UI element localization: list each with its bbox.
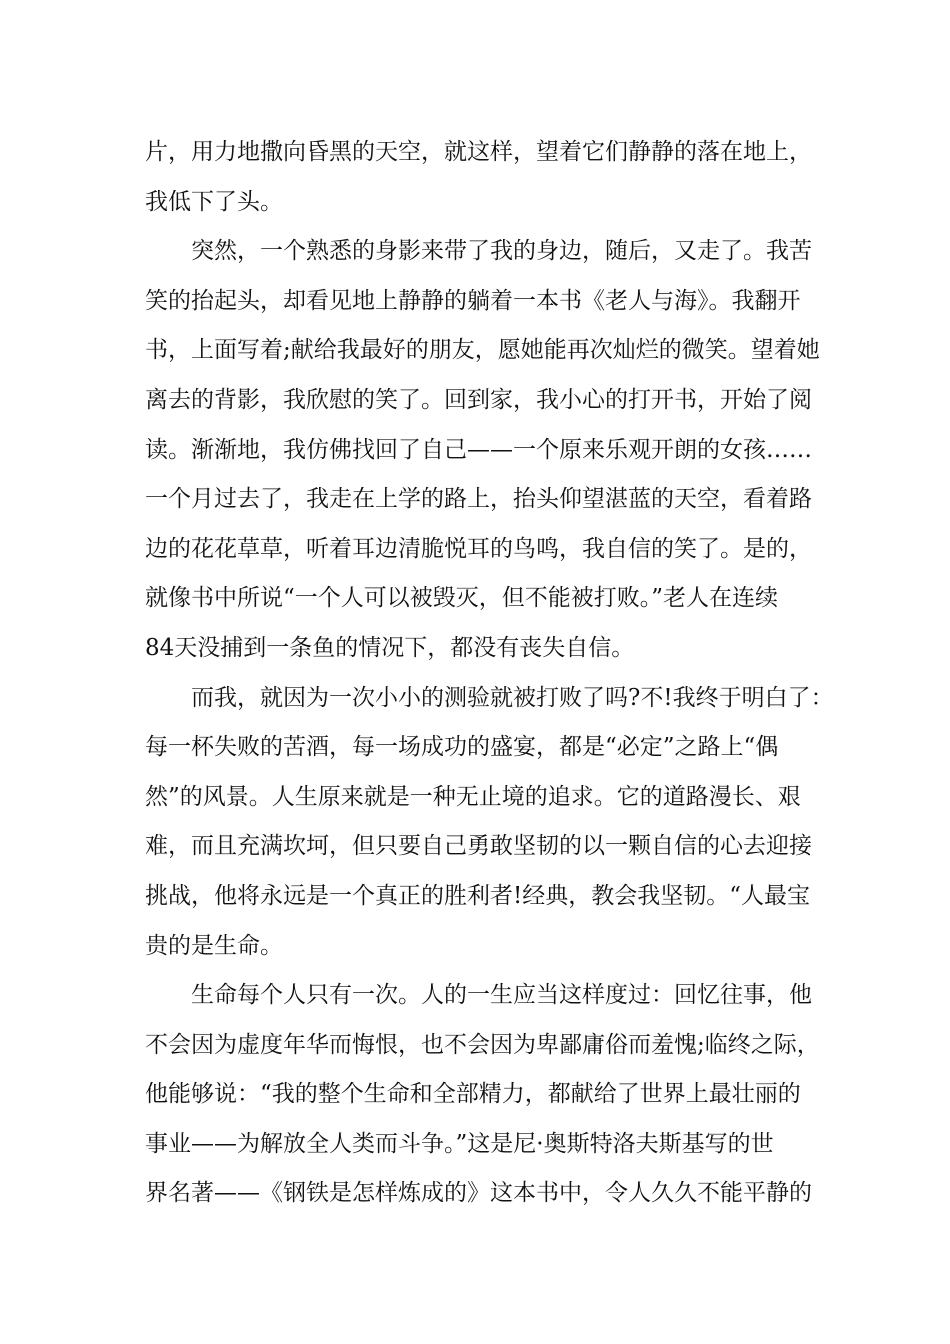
text-line: 读。渐渐地，我仿佛找回了自己——一个原来乐观开朗的女孩…… bbox=[145, 436, 812, 463]
text-line: 然”的风景。人生原来就是一种无止境的追求。它的道路漫长、艰 bbox=[145, 783, 801, 810]
text-line: 贵的是生命。 bbox=[145, 932, 283, 959]
text-line: 一个月过去了，我走在上学的路上，抬头仰望湛蓝的天空，看着路 bbox=[145, 486, 812, 513]
text-line: 而我，就因为一次小小的测验就被打败了吗?不!我终于明白了： bbox=[191, 684, 834, 711]
text-line: 挑战，他将永远是一个真正的胜利者!经典，教会我坚韧。“人最宝 bbox=[145, 882, 811, 909]
text-line: 生命每个人只有一次。人的一生应当这样度过：回忆往事，他 bbox=[191, 982, 812, 1009]
text-line: 片，用力地撒向昏黑的天空，就这样，望着它们静静的落在地上， bbox=[145, 139, 812, 165]
text-line: 他能够说：“我的整个生命和全部精力，都献给了世界上最壮丽的 bbox=[145, 1081, 801, 1108]
text-line: 笑的抬起头，却看见地上静静的躺着一本书《老人与海》。我翻开 bbox=[145, 287, 801, 314]
text-line: 边的花花草草，听着耳边清脆悦耳的鸟鸣，我自信的笑了。是的， bbox=[145, 535, 812, 562]
text-line: 事业——为解放全人类而斗争。”这是尼·奥斯特洛夫斯基写的世 bbox=[145, 1130, 774, 1157]
text-line: 界名著——《钢铁是怎样炼成的》这本书中，令人久久不能平静的 bbox=[145, 1180, 812, 1207]
text-line: 书，上面写着;献给我最好的朋友，愿她能再次灿烂的微笑。望着她 bbox=[145, 337, 820, 364]
text-line: 突然，一个熟悉的身影来带了我的身边，随后，又走了。我苦 bbox=[191, 238, 812, 265]
document-body-text bbox=[145, 128, 835, 1219]
text-line: 就像书中所说“一个人可以被毁灭，但不能被打败。”老人在连续 bbox=[145, 585, 779, 612]
text-line: 我低下了头。 bbox=[145, 188, 283, 215]
text-line: 84天没捕到一条鱼的情况下，都没有丧失自信。 bbox=[145, 634, 635, 661]
text-line: 难，而且充满坎坷，但只要自己勇敢坚韧的以一颗自信的心去迎接 bbox=[145, 833, 812, 860]
text-line: 每一杯失败的苦酒，每一场成功的盛宴，都是“必定”之路上“偶 bbox=[145, 734, 779, 761]
text-line: 离去的背影，我欣慰的笑了。回到家，我小心的打开书，开始了阅 bbox=[145, 386, 812, 413]
text-line: 不会因为虚度年华而悔恨，也不会因为卑鄙庸俗而羞愧;临终之际， bbox=[145, 1031, 820, 1058]
